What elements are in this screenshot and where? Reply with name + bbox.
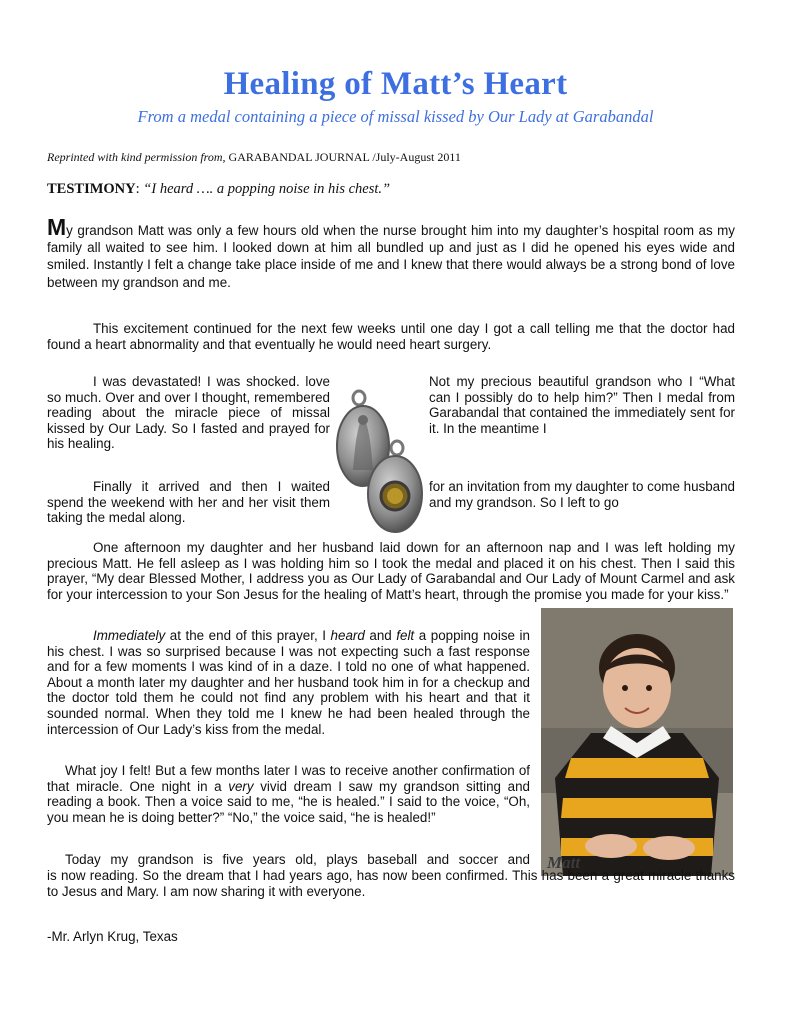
testimony-colon: : xyxy=(135,181,144,197)
testimony-line xyxy=(47,181,390,198)
paragraph-6-text-c: a popping noise in his chest. I was so surprised because I was not expecting such a fast response and for a few moments I was kind of in a daze. I told no one of what happened. About a month later my daughter and her husband took him in for a checkup and the doctor told them he could not find any problem with his heart and that it sounded normal. When they told me I knew he had been healed through the intercession of Our Lady’s kiss from the medal. xyxy=(47,628,530,737)
paragraph-2-text: This excitement continued for the next few weeks until one day I got a call telling me that the doctor had found a heart abnormality and that eventually he would need heart surgery. xyxy=(47,321,735,352)
signature: -Mr. Arlyn Krug, Texas xyxy=(47,929,178,944)
reprint-source: GARABANDAL JOURNAL /July-August 2011 xyxy=(225,150,461,164)
page-subtitle: From a medal containing a piece of missal kissed by Our Lady at Garabandal xyxy=(137,107,654,126)
emphasis-felt: felt xyxy=(396,628,415,643)
paragraph-8-first-line xyxy=(47,852,530,868)
emphasis-immediately: Immediately xyxy=(93,628,166,643)
paragraph-4-left xyxy=(47,479,330,526)
paragraph-6-text-a: at the end of this prayer, I xyxy=(165,628,331,643)
paragraph-3-left xyxy=(47,374,330,452)
paragraph-8-line1: Today my grandson is five years old, plays baseball and soccer and xyxy=(65,852,530,867)
paragraph-3-left-text: I was devastated! I was shocked. love so much. Over and over I thought, remembered reading about the miracle piece of missal kissed by Our Lady. So I fasted and prayed for his healing. xyxy=(47,374,330,452)
reprint-prefix: Reprinted with kind permission from, xyxy=(47,150,226,164)
paragraph-4-right xyxy=(429,479,735,510)
matt-photo xyxy=(541,608,733,876)
paragraph-7 xyxy=(47,763,530,825)
reprint-line xyxy=(47,150,461,165)
paragraph-7-text-a: What joy I felt! But a few months later I was to receive another confirmation of that miracle. One night in a xyxy=(47,763,530,794)
page-title: Healing of Matt’s Heart xyxy=(223,66,568,102)
paragraph-7-text-b: vivid dream I saw my grandson sitting and reading a book. Then a voice said to me, “he is healed.” I said to the voice, “Oh, you mean he is doing better?” “No,” the voice said, “he is healed!” xyxy=(47,778,530,825)
garabandal-medal-image xyxy=(333,386,425,536)
paragraph-5-text: One afternoon my daughter and her husband laid down for an afternoon nap and I was left holding my precious Matt. He fell asleep as I was holding him so I took the medal and placed it on his chest. Then I said this prayer, “My dear Blessed Mother, I address you as Our Lady of Garabandal and Our Lady of Mount Carmel and ask for your intercession to your Son Jesus for the healing of Matt’s heart, through the promise you made for your kiss.” xyxy=(47,540,735,602)
photo-caption: Matt xyxy=(547,853,581,872)
paragraph-4-left-text: Finally it arrived and then I waited spend the weekend with her and her visit them taking the medal along. xyxy=(47,479,330,526)
testimony-label: TESTIMONY xyxy=(47,181,136,197)
paragraph-8-text: is now reading. So the dream that I had years ago, has now been confirmed. This has been a great miracle thanks to Jesus and Mary. I am now sharing it with everyone. xyxy=(47,868,735,899)
emphasis-very: very xyxy=(228,778,254,794)
emphasis-heard: heard xyxy=(330,628,365,643)
paragraph-6 xyxy=(47,628,530,737)
testimony-quote: “I heard …. a popping noise in his chest.” xyxy=(143,181,391,197)
drop-cap: M xyxy=(47,214,67,240)
paragraph-8-rest xyxy=(47,868,735,899)
paragraph-2 xyxy=(47,321,735,352)
paragraph-5 xyxy=(47,540,735,602)
paragraph-3-right-text: Not my precious beautiful grandson who I “What can I possibly do to help him?” Then I medal from Garabandal that contained the immediately sent for it. In the meantime I xyxy=(429,374,735,436)
paragraph-3-right xyxy=(429,374,735,436)
paragraph-1 xyxy=(47,214,735,291)
paragraph-6-text-b: and xyxy=(364,628,397,643)
paragraph-4-right-text: for an invitation from my daughter to come husband and my grandson. So I left to go xyxy=(429,479,735,510)
paragraph-1-text: y grandson Matt was only a few hours old when the nurse brought him into my daughter’s hospital room as my family all waited to see him. I looked down at him all bundled up and just as I did he opened his eyes wide and smiled. Instantly I felt a change take place inside of me and I knew that there would always be a strong bond of love between my grandson and me. xyxy=(47,223,735,290)
